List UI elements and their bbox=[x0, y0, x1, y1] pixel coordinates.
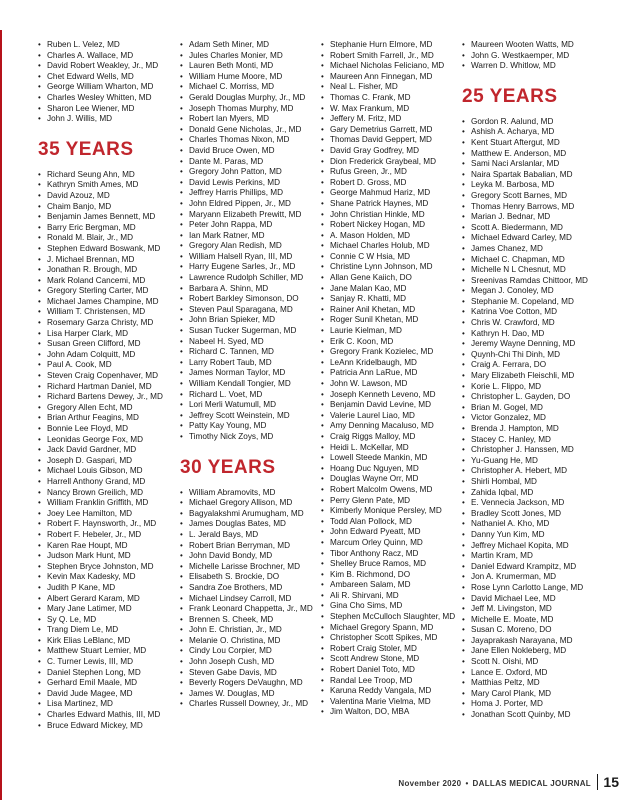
list-item: • Jeffrey Scott Weinstein, MD bbox=[180, 411, 322, 422]
list-item: • George Mahmud Hariz, MD bbox=[321, 188, 463, 199]
list-item: • Jonathan R. Brough, MD bbox=[38, 265, 180, 276]
list-item: • LeAnn Kridelbaugh, MD bbox=[321, 358, 463, 369]
list-item: • Judson Mark Hunt, MD bbox=[38, 551, 180, 562]
list-item: • Thomas David Geppert, MD bbox=[321, 135, 463, 146]
list-item: • W. Max Frankum, MD bbox=[321, 104, 463, 115]
list-item: • Jonathan Scott Quinby, MD bbox=[462, 710, 604, 721]
list-item: • David Robert Weakley, Jr., MD bbox=[38, 61, 180, 72]
list-item: • Perry Glenn Pate, MD bbox=[321, 496, 463, 507]
list-item: • Gina Cho Sims, MD bbox=[321, 601, 463, 612]
list-item: • Joseph D. Gaspari, MD bbox=[38, 456, 180, 467]
list-item: • John Adam Colquitt, MD bbox=[38, 350, 180, 361]
list-item: • Barry Eric Bergman, MD bbox=[38, 223, 180, 234]
list-item: • Paul A. Cook, MD bbox=[38, 360, 180, 371]
list-item: • Joey Lee Hamilton, MD bbox=[38, 509, 180, 520]
list-item: • Susan Green Clifford, MD bbox=[38, 339, 180, 350]
name-list bbox=[321, 40, 463, 718]
list-item: • J. Michael Brennan, MD bbox=[38, 255, 180, 266]
list-item: • John Joseph Cush, MD bbox=[180, 657, 322, 668]
column-4 bbox=[462, 40, 604, 721]
list-item: • Robert Craig Stoler, MD bbox=[321, 644, 463, 655]
list-item: • Stephen McCulloch Slaughter, MD bbox=[321, 612, 463, 623]
list-item: • Homa J. Porter, MD bbox=[462, 699, 604, 710]
list-item: • Ambareen Salam, MD bbox=[321, 580, 463, 591]
list-item: • Karuna Reddy Vangala, MD bbox=[321, 686, 463, 697]
list-item: • Mary Carol Plank, MD bbox=[462, 689, 604, 700]
list-item: • Harrell Anthony Grand, MD bbox=[38, 477, 180, 488]
list-item: • Benjamin David Levine, MD bbox=[321, 400, 463, 411]
list-item: • Albert Gerard Karam, MD bbox=[38, 594, 180, 605]
list-item: • Jeffrey Michael Kopita, MD bbox=[462, 541, 604, 552]
list-item: • Mary Elizabeth Fleischli, MD bbox=[462, 371, 604, 382]
page-number: 15 bbox=[597, 774, 619, 790]
list-item: • Karen Rae Houpt, MD bbox=[38, 541, 180, 552]
list-item: • Jeremy Wayne Denning, MD bbox=[462, 339, 604, 350]
list-item: • Gregory Sterling Carter, MD bbox=[38, 286, 180, 297]
list-item: • Christine Lynn Johnson, MD bbox=[321, 262, 463, 273]
list-item: • Ali R. Shirvani, MD bbox=[321, 591, 463, 602]
list-item: • Sandra Zoe Brothers, MD bbox=[180, 583, 322, 594]
list-item: • Michelle Larisse Brochner, MD bbox=[180, 562, 322, 573]
list-item: • Bruce Edward Mickey, MD bbox=[38, 721, 180, 732]
list-item: • Erik C. Koon, MD bbox=[321, 337, 463, 348]
list-item: • Joseph Kenneth Leveno, MD bbox=[321, 390, 463, 401]
list-item: • Korie L. Flippo, MD bbox=[462, 382, 604, 393]
list-item: • Nancy Brown Greilich, MD bbox=[38, 488, 180, 499]
list-item: • Rainer Anil Khetan, MD bbox=[321, 305, 463, 316]
list-item: • William T. Christensen, MD bbox=[38, 307, 180, 318]
list-item: • Steven Paul Sparagana, MD bbox=[180, 305, 322, 316]
list-item: • Warren D. Whitlow, MD bbox=[462, 61, 604, 72]
list-item: • Craig Riggs Malloy, MD bbox=[321, 432, 463, 443]
list-item: • William Franklin Griffith, MD bbox=[38, 498, 180, 509]
list-item: • Scott A. Biedermann, MD bbox=[462, 223, 604, 234]
list-item: • Megan J. Conoley, MD bbox=[462, 286, 604, 297]
list-item: • Richard C. Tannen, MD bbox=[180, 347, 322, 358]
list-item: • Beverly Rogers DeVaughn, MD bbox=[180, 678, 322, 689]
list-item: • Naira Spartak Babalian, MD bbox=[462, 170, 604, 181]
list-item: • Mark Roland Cancemi, MD bbox=[38, 276, 180, 287]
list-item: • Christopher L. Gayden, DO bbox=[462, 392, 604, 403]
list-item: • Jeff M. Livingston, MD bbox=[462, 604, 604, 615]
list-item: • Maureen Ann Finnegan, MD bbox=[321, 72, 463, 83]
list-item: • Connie C W Hsia, MD bbox=[321, 252, 463, 263]
list-item: • Robert Malcolm Owens, MD bbox=[321, 485, 463, 496]
list-item: • John Brian Spieker, MD bbox=[180, 315, 322, 326]
list-item: • Rose Lynn Carlotto Lange, MD bbox=[462, 583, 604, 594]
list-item: • Gregory Allen Echt, MD bbox=[38, 403, 180, 414]
list-item: • Harry Eugene Sarles, Jr., MD bbox=[180, 262, 322, 273]
column-1 bbox=[38, 40, 180, 731]
list-item: • Lance E. Oxford, MD bbox=[462, 668, 604, 679]
list-item: • Amy Denning Macaluso, MD bbox=[321, 421, 463, 432]
list-item: • Tibor Anthony Racz, MD bbox=[321, 549, 463, 560]
list-item: • Gerald Douglas Murphy, Jr., MD bbox=[180, 93, 322, 104]
list-item: • Gregory Alan Redish, MD bbox=[180, 241, 322, 252]
list-item: • Ruben L. Velez, MD bbox=[38, 40, 180, 51]
list-item: • John Edward Pyeatt, MD bbox=[321, 527, 463, 538]
list-item: • A. Mason Holden, MD bbox=[321, 231, 463, 242]
list-item: • Yu-Guang He, MD bbox=[462, 456, 604, 467]
list-item: • Adam Seth Miner, MD bbox=[180, 40, 322, 51]
name-list bbox=[38, 40, 180, 125]
list-item: • Jim Walton, DO, MBA bbox=[321, 707, 463, 718]
list-item: • Richard L. Voet, MD bbox=[180, 390, 322, 401]
list-item: • Robert Smith Farrell, Jr., MD bbox=[321, 51, 463, 62]
list-item: • Heidi L. McKellar, MD bbox=[321, 443, 463, 454]
list-item: • Matthew E. Anderson, MD bbox=[462, 149, 604, 160]
list-item: • Michael Louis Gibson, MD bbox=[38, 466, 180, 477]
list-item: • Ian Mark Ratner, MD bbox=[180, 231, 322, 242]
list-item: • Jeffrey Harris Phillips, MD bbox=[180, 188, 322, 199]
list-item: • Robert Brian Berryman, MD bbox=[180, 541, 322, 552]
list-item: • Shirli Hombal, MD bbox=[462, 477, 604, 488]
list-item: • Robert Barkley Simonson, DO bbox=[180, 294, 322, 305]
list-item: • Michael James Champine, MD bbox=[38, 297, 180, 308]
list-item: • Brian M. Gogel, MD bbox=[462, 403, 604, 414]
list-item: • Robert F. Haynsworth, Jr., MD bbox=[38, 519, 180, 530]
list-item: • Robert F. Hebeler, Jr., MD bbox=[38, 530, 180, 541]
list-item: • Gordon R. Aalund, MD bbox=[462, 117, 604, 128]
list-item: • James Chanez, MD bbox=[462, 244, 604, 255]
list-item: • Marcum Orley Quinn, MD bbox=[321, 538, 463, 549]
list-item: • L. Jerald Bays, MD bbox=[180, 530, 322, 541]
list-item: • Zahida Iqbal, MD bbox=[462, 488, 604, 499]
list-item: • E. Vennecia Jackson, MD bbox=[462, 498, 604, 509]
list-item: • George William Wharton, MD bbox=[38, 82, 180, 93]
list-item: • Katrina Voe Cotton, MD bbox=[462, 307, 604, 318]
list-item: • David Bruce Owen, MD bbox=[180, 146, 322, 157]
list-item: • Charles Wesley Whitten, MD bbox=[38, 93, 180, 104]
list-item: • Lisa Martinez, MD bbox=[38, 699, 180, 710]
list-item: • Robert D. Gross, MD bbox=[321, 178, 463, 189]
list-item: • Michael Gregory Spann, MD bbox=[321, 623, 463, 634]
name-list bbox=[462, 117, 604, 721]
list-item: • Jack David Gardner, MD bbox=[38, 445, 180, 456]
column-2 bbox=[180, 40, 322, 710]
list-item: • Michael C. Morriss, MD bbox=[180, 82, 322, 93]
list-item: • John Christian Hinkle, MD bbox=[321, 210, 463, 221]
list-item: • Michelle E. Moate, MD bbox=[462, 615, 604, 626]
list-item: • Rosemary Garza Christy, MD bbox=[38, 318, 180, 329]
list-item: • Danny Yun Kim, MD bbox=[462, 530, 604, 541]
list-item: • John David Bondy, MD bbox=[180, 551, 322, 562]
list-item: • William Halsell Ryan, III, MD bbox=[180, 252, 322, 263]
list-item: • Charles Russell Downey, Jr., MD bbox=[180, 699, 322, 710]
list-item: • Kathryn Smith Ames, MD bbox=[38, 180, 180, 191]
list-item: • Maryann Elizabeth Prewitt, MD bbox=[180, 210, 322, 221]
list-item: • Elisabeth S. Brockie, DO bbox=[180, 572, 322, 583]
list-item: • David Lewis Perkins, MD bbox=[180, 178, 322, 189]
list-item: • Kevin Max Kadesky, MD bbox=[38, 572, 180, 583]
list-item: • Kent Stuart Aftergut, MD bbox=[462, 138, 604, 149]
list-item: • Donald Gene Nicholas, Jr., MD bbox=[180, 125, 322, 136]
list-item: • Scott N. Oishi, MD bbox=[462, 657, 604, 668]
list-item: • John Eldred Pippen, Jr., MD bbox=[180, 199, 322, 210]
list-item: • Frank Leonard Chappetta, Jr., MD bbox=[180, 604, 322, 615]
list-item: • Randal Lee Troop, MD bbox=[321, 676, 463, 687]
section-heading-25-years: 25 YEARS bbox=[462, 85, 558, 107]
list-item: • Chet Edward Wells, MD bbox=[38, 72, 180, 83]
list-item: • William Hume Moore, MD bbox=[180, 72, 322, 83]
list-item: • Brian Arthur Feagins, MD bbox=[38, 413, 180, 424]
list-item: • Michael C. Chapman, MD bbox=[462, 255, 604, 266]
list-item: • Gregory John Patton, MD bbox=[180, 167, 322, 178]
list-item: • Robert Daniel Toto, MD bbox=[321, 665, 463, 676]
list-item: • Richard Hartman Daniel, MD bbox=[38, 382, 180, 393]
list-item: • Victor Gonzalez, MD bbox=[462, 413, 604, 424]
list-item: • Patricia Ann LaRue, MD bbox=[321, 368, 463, 379]
list-item: • Dante M. Paras, MD bbox=[180, 157, 322, 168]
list-item: • Roger Sunil Khetan, MD bbox=[321, 315, 463, 326]
list-item: • Susan C. Moreno, DO bbox=[462, 625, 604, 636]
list-item: • William Abramovits, MD bbox=[180, 488, 322, 499]
list-item: • Susan Tucker Sugerman, MD bbox=[180, 326, 322, 337]
list-item: • John G. Westkaemper, MD bbox=[462, 51, 604, 62]
list-item: • Christopher J. Hanssen, MD bbox=[462, 445, 604, 456]
list-item: • Richard Bartens Dewey, Jr., MD bbox=[38, 392, 180, 403]
list-item: • Bagyalakshmi Arumugham, MD bbox=[180, 509, 322, 520]
list-item: • Stephen Edward Boswank, MD bbox=[38, 244, 180, 255]
list-item: • Kim B. Richmond, DO bbox=[321, 570, 463, 581]
list-item: • Lauren Beth Monti, MD bbox=[180, 61, 322, 72]
list-item: • Maureen Wooten Watts, MD bbox=[462, 40, 604, 51]
list-item: • Shane Patrick Haynes, MD bbox=[321, 199, 463, 210]
list-item: • Nathaniel A. Kho, MD bbox=[462, 519, 604, 530]
column-3 bbox=[321, 40, 463, 718]
list-item: • John W. Lawson, MD bbox=[321, 379, 463, 390]
list-item: • Lowell Steede Mankin, MD bbox=[321, 453, 463, 464]
list-item: • Melanie O. Christina, MD bbox=[180, 636, 322, 647]
list-item: • Michael Edward Carley, MD bbox=[462, 233, 604, 244]
list-item: • William Kendall Tongier, MD bbox=[180, 379, 322, 390]
list-item: • Judith P Kane, MD bbox=[38, 583, 180, 594]
name-list bbox=[180, 488, 322, 710]
list-item: • James Norman Taylor, MD bbox=[180, 368, 322, 379]
issue-date: November 2020 bbox=[398, 779, 462, 788]
list-item: • Patty Kay Young, MD bbox=[180, 421, 322, 432]
list-item: • Michael Gregory Allison, MD bbox=[180, 498, 322, 509]
list-item: • Robert Nickey Hogan, MD bbox=[321, 220, 463, 231]
list-item: • Michael Lindsey Carroll, MD bbox=[180, 594, 322, 605]
name-list bbox=[462, 40, 604, 72]
list-item: • David Michael Lee, MD bbox=[462, 594, 604, 605]
list-item: • Stephen Bryce Johnston, MD bbox=[38, 562, 180, 573]
list-item: • Jane Malan Kao, MD bbox=[321, 284, 463, 295]
list-item: • Cindy Lou Corpier, MD bbox=[180, 646, 322, 657]
list-item: • Sy Q. Le, MD bbox=[38, 615, 180, 626]
list-item: • Steven Gabe Davis, MD bbox=[180, 668, 322, 679]
list-item: • Larry Robert Taub, MD bbox=[180, 358, 322, 369]
list-item: • Brenda J. Hampton, MD bbox=[462, 424, 604, 435]
list-item: • Sreenivas Ramdas Chittoor, MD bbox=[462, 276, 604, 287]
list-item: • John E. Christian, Jr., MD bbox=[180, 625, 322, 636]
list-item: • Valentina Marie Vielma, MD bbox=[321, 697, 463, 708]
list-item: • Ronald M. Blair, Jr., MD bbox=[38, 233, 180, 244]
list-item: • Kathryn H. Dao, MD bbox=[462, 329, 604, 340]
list-item: • Lori Merli Watumull, MD bbox=[180, 400, 322, 411]
list-item: • Leonidas George Fox, MD bbox=[38, 435, 180, 446]
list-item: • Jayaprakash Narayana, MD bbox=[462, 636, 604, 647]
list-item: • Lawrence Rudolph Schiller, MD bbox=[180, 273, 322, 284]
list-item: • James Douglas Bates, MD bbox=[180, 519, 322, 530]
list-item: • Shelley Bruce Ramos, MD bbox=[321, 559, 463, 570]
accent-rule bbox=[0, 30, 2, 800]
list-item: • Christopher A. Hebert, MD bbox=[462, 466, 604, 477]
list-item: • Jane Ellen Nokleberg, MD bbox=[462, 646, 604, 657]
list-item: • Ashish A. Acharya, MD bbox=[462, 127, 604, 138]
list-item: • Matthias Peltz, MD bbox=[462, 678, 604, 689]
list-item: • Barbara A. Shinn, MD bbox=[180, 284, 322, 295]
list-item: • Brennen S. Cheek, MD bbox=[180, 615, 322, 626]
list-item: • Bradley Scott Jones, MD bbox=[462, 509, 604, 520]
list-item: • Timothy Nick Zoys, MD bbox=[180, 432, 322, 443]
list-item: • Michael Nicholas Feliciano, MD bbox=[321, 61, 463, 72]
list-item: • Jules Charles Monier, MD bbox=[180, 51, 322, 62]
name-list bbox=[38, 170, 180, 731]
list-item: • Chaim Banjo, MD bbox=[38, 202, 180, 213]
list-item: • Bonnie Lee Floyd, MD bbox=[38, 424, 180, 435]
section-heading-30-years: 30 YEARS bbox=[180, 456, 276, 478]
list-item: • Trang Diem Le, MD bbox=[38, 625, 180, 636]
list-item: • Valerie Laurel Liao, MD bbox=[321, 411, 463, 422]
list-item: • Dion Frederick Graybeal, MD bbox=[321, 157, 463, 168]
list-item: • David Gray Godfrey, MD bbox=[321, 146, 463, 157]
list-item: • Neal L. Fisher, MD bbox=[321, 82, 463, 93]
list-item: • Stephanie M. Copeland, MD bbox=[462, 297, 604, 308]
list-item: • Daniel Edward Krampitz, MD bbox=[462, 562, 604, 573]
list-item: • Daniel Stephen Long, MD bbox=[38, 668, 180, 679]
list-item: • Gregory Frank Kozielec, MD bbox=[321, 347, 463, 358]
list-item: • Todd Alan Pollock, MD bbox=[321, 517, 463, 528]
list-item: • Michael Charles Holub, MD bbox=[321, 241, 463, 252]
list-item: • David Jude Magee, MD bbox=[38, 689, 180, 700]
list-item: • Charles Edward Mathis, III, MD bbox=[38, 710, 180, 721]
page-footer bbox=[398, 779, 591, 788]
list-item: • Stacey C. Hanley, MD bbox=[462, 435, 604, 446]
list-item: • Quynh-Chi Thi Dinh, MD bbox=[462, 350, 604, 361]
list-item: • Jeffery M. Fritz, MD bbox=[321, 114, 463, 125]
list-item: • Sharon Lee Wiener, MD bbox=[38, 104, 180, 115]
list-item: • Craig A. Ferrara, DO bbox=[462, 360, 604, 371]
list-item: • David Azouz, MD bbox=[38, 191, 180, 202]
list-item: • Lisa Harper Clark, MD bbox=[38, 329, 180, 340]
list-item: • Matthew Stuart Lemier, MD bbox=[38, 646, 180, 657]
list-item: • Nabeel H. Syed, MD bbox=[180, 337, 322, 348]
list-item: • C. Turner Lewis, III, MD bbox=[38, 657, 180, 668]
list-item: • Rufus Green, Jr., MD bbox=[321, 167, 463, 178]
list-item: • Scott Andrew Stone, MD bbox=[321, 654, 463, 665]
list-item: • Douglas Wayne Orr, MD bbox=[321, 474, 463, 485]
list-item: • Thomas C. Frank, MD bbox=[321, 93, 463, 104]
section-heading-35-years: 35 YEARS bbox=[38, 138, 134, 160]
list-item: • Laurie Kielman, MD bbox=[321, 326, 463, 337]
list-item: • Thomas Henry Barrows, MD bbox=[462, 202, 604, 213]
list-item: • Gary Demetrius Garrett, MD bbox=[321, 125, 463, 136]
list-item: • Allan Gene Kaiich, DO bbox=[321, 273, 463, 284]
list-item: • Charles Thomas Nixon, MD bbox=[180, 135, 322, 146]
footer-separator: • bbox=[465, 779, 469, 788]
list-item: • Mary Jane Latimer, MD bbox=[38, 604, 180, 615]
list-item: • Kirk Elias LeBlanc, MD bbox=[38, 636, 180, 647]
list-item: • Gerhard Emil Maale, MD bbox=[38, 678, 180, 689]
list-item: • Gregory Scott Barnes, MD bbox=[462, 191, 604, 202]
list-item: • Robert Ian Myers, MD bbox=[180, 114, 322, 125]
list-item: • Sanjay R. Khatti, MD bbox=[321, 294, 463, 305]
list-item: • Martin Kram, MD bbox=[462, 551, 604, 562]
list-item: • Sami Naci Arslanlar, MD bbox=[462, 159, 604, 170]
list-item: • Kimberly Monique Persley, MD bbox=[321, 506, 463, 517]
list-item: • Hoang Duc Nguyen, MD bbox=[321, 464, 463, 475]
name-list bbox=[180, 40, 322, 443]
list-item: • Steven Craig Copenhaver, MD bbox=[38, 371, 180, 382]
list-item: • Benjamin James Bennett, MD bbox=[38, 212, 180, 223]
list-item: • Joseph Thomas Murphy, MD bbox=[180, 104, 322, 115]
list-item: • John J. Willis, MD bbox=[38, 114, 180, 125]
list-item: • Christopher Scott Spikes, MD bbox=[321, 633, 463, 644]
list-item: • Jon A. Krumerman, MD bbox=[462, 572, 604, 583]
list-item: • Leyka M. Barbosa, MD bbox=[462, 180, 604, 191]
journal-title: DALLAS MEDICAL JOURNAL bbox=[472, 779, 591, 788]
list-item: • Richard Seung Ahn, MD bbox=[38, 170, 180, 181]
list-item: • Charles A. Wallace, MD bbox=[38, 51, 180, 62]
list-item: • Michelle N L Chesnut, MD bbox=[462, 265, 604, 276]
list-item: • Peter John Rappa, MD bbox=[180, 220, 322, 231]
list-item: • Chris W. Crawford, MD bbox=[462, 318, 604, 329]
list-item: • James W. Douglas, MD bbox=[180, 689, 322, 700]
list-item: • Marian J. Bednar, MD bbox=[462, 212, 604, 223]
list-item: • Stephanie Hurn Elmore, MD bbox=[321, 40, 463, 51]
